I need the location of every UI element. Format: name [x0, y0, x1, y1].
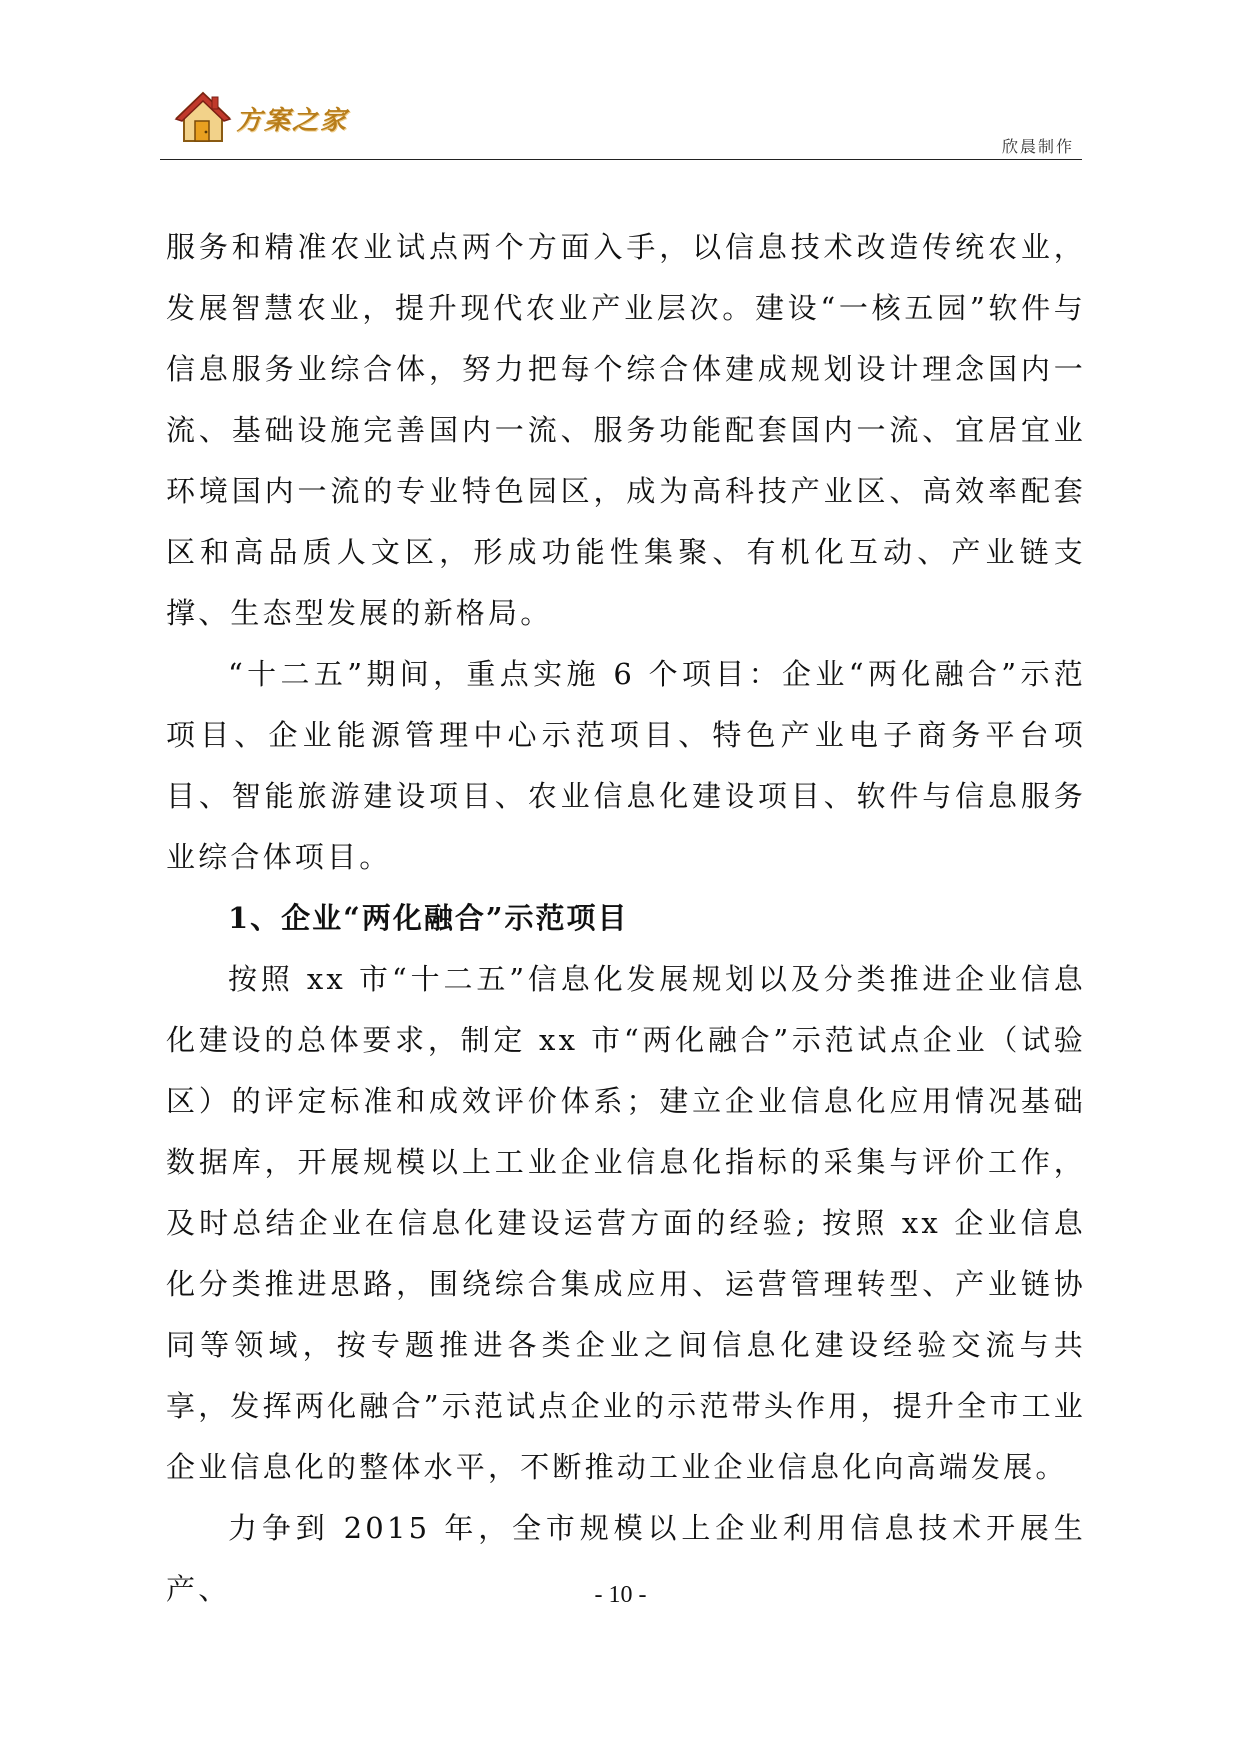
logo	[174, 88, 348, 148]
logo-text: 方案之家	[236, 105, 349, 136]
paragraph: 服务和精准农业试点两个方面入手，以信息技术改造传统农业，发展智慧农业，提升现代农业产业层次。建设“一核五园”软件与信息服务业综合体，努力把每个综合体建成规划设计理念国内一流、基础设施完善国内一流、服务功能配套国内一流、宜居宜业环境国内一流的专业特色园区，成为高科技产业区、高效率配套区和高品质人文区，形成功能性集聚、有机化互动、产业链支撑、生态型发展的新格局。	[166, 230, 1086, 630]
header-maker: 欣晨制作	[1001, 137, 1074, 156]
page-header	[160, 88, 1082, 160]
paragraph: 按照 xx 市“十二五”信息化发展规划以及分类推进企业信息化建设的总体要求，制定 xx 市“两化融合”示范试点企业（试验区）的评定标准和成效评价体系；建立企业信息化应用情况基础数据库，开展规模以上工业企业信息化指标的采集与评价工作，及时总结企业在信息化建设运营方面的经验; 按照 xx 企业信息化分类推进思路，围绕综合集成应用、运营管理转型、产业链协同等领域，按专题推进各类企业之间信息化建设经验交流与共享，发挥两化融合”示范试点企业的示范带头作用，提升全市工业企业信息化的整体水平，不断推动工业企业信息化向高端发展。	[166, 962, 1086, 1484]
header-rule	[160, 159, 1082, 160]
house-logo-icon	[174, 89, 232, 147]
section-heading: 1、企业“两化融合”示范项目	[228, 901, 629, 935]
document-body	[166, 217, 1086, 1620]
paragraph: 力争到 2015 年，全市规模以上企业利用信息技术开展生产、	[166, 1511, 1086, 1606]
page-number: - 10 -	[594, 1582, 647, 1608]
paragraph: “十二五”期间，重点实施 6 个项目：企业“两化融合”示范项目、企业能源管理中心示范项目、特色产业电子商务平台项目、智能旅游建设项目、农业信息化建设项目、软件与信息服务业综合体项目。	[166, 657, 1086, 874]
